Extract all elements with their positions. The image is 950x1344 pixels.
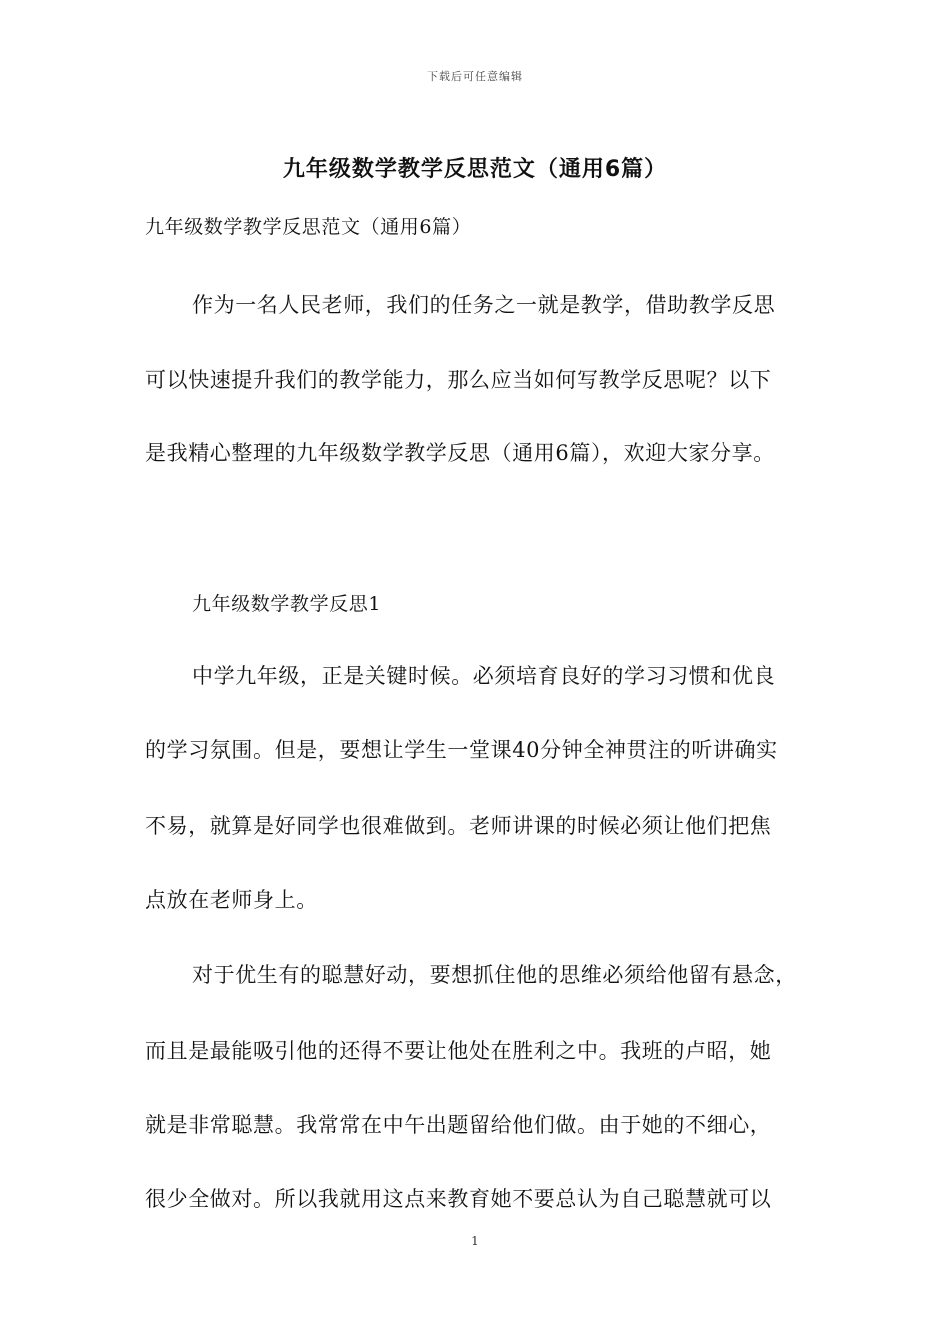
paragraph-line: 不易，就算是好同学也很难做到。老师讲课的时候必须让他们把焦	[145, 814, 772, 838]
paragraph-line: 可以快速提升我们的教学能力，那么应当如何写教学反思呢？以下	[145, 368, 772, 392]
paragraph-line: 是我精心整理的九年级数学教学反思（通用6篇），欢迎大家分享。	[145, 441, 775, 465]
paragraph-line: 中学九年级，正是关键时候。必须培育良好的学习习惯和优良	[192, 664, 776, 688]
document-title: 九年级数学教学反思范文（通用6篇）	[282, 157, 668, 182]
paragraph-line: 很少全做对。所以我就用这点来教育她不要总认为自己聪慧就可以	[145, 1187, 772, 1211]
paragraph-line: 的学习氛围。但是，要想让学生一堂课40分钟全神贯注的听讲确实	[145, 738, 778, 762]
page-number: 1	[471, 1234, 479, 1248]
paragraph-line: 对于优生有的聪慧好动，要想抓住他的思维必须给他留有悬念，	[192, 963, 797, 987]
paragraph-line: 就是非常聪慧。我常常在中午出题留给他们做。由于她的不细心，	[145, 1113, 772, 1137]
document-subtitle: 九年级数学教学反思范文（通用6篇）	[145, 216, 472, 238]
paragraph-line: 作为一名人民老师，我们的任务之一就是教学，借助教学反思	[192, 293, 776, 317]
header-note: 下载后可任意编辑	[427, 70, 523, 83]
section-heading: 九年级数学教学反思1	[192, 593, 382, 615]
paragraph-line: 点放在老师身上。	[145, 888, 318, 912]
paragraph-line: 而且是最能吸引他的还得不要让他处在胜利之中。我班的卢昭，她	[145, 1039, 772, 1063]
